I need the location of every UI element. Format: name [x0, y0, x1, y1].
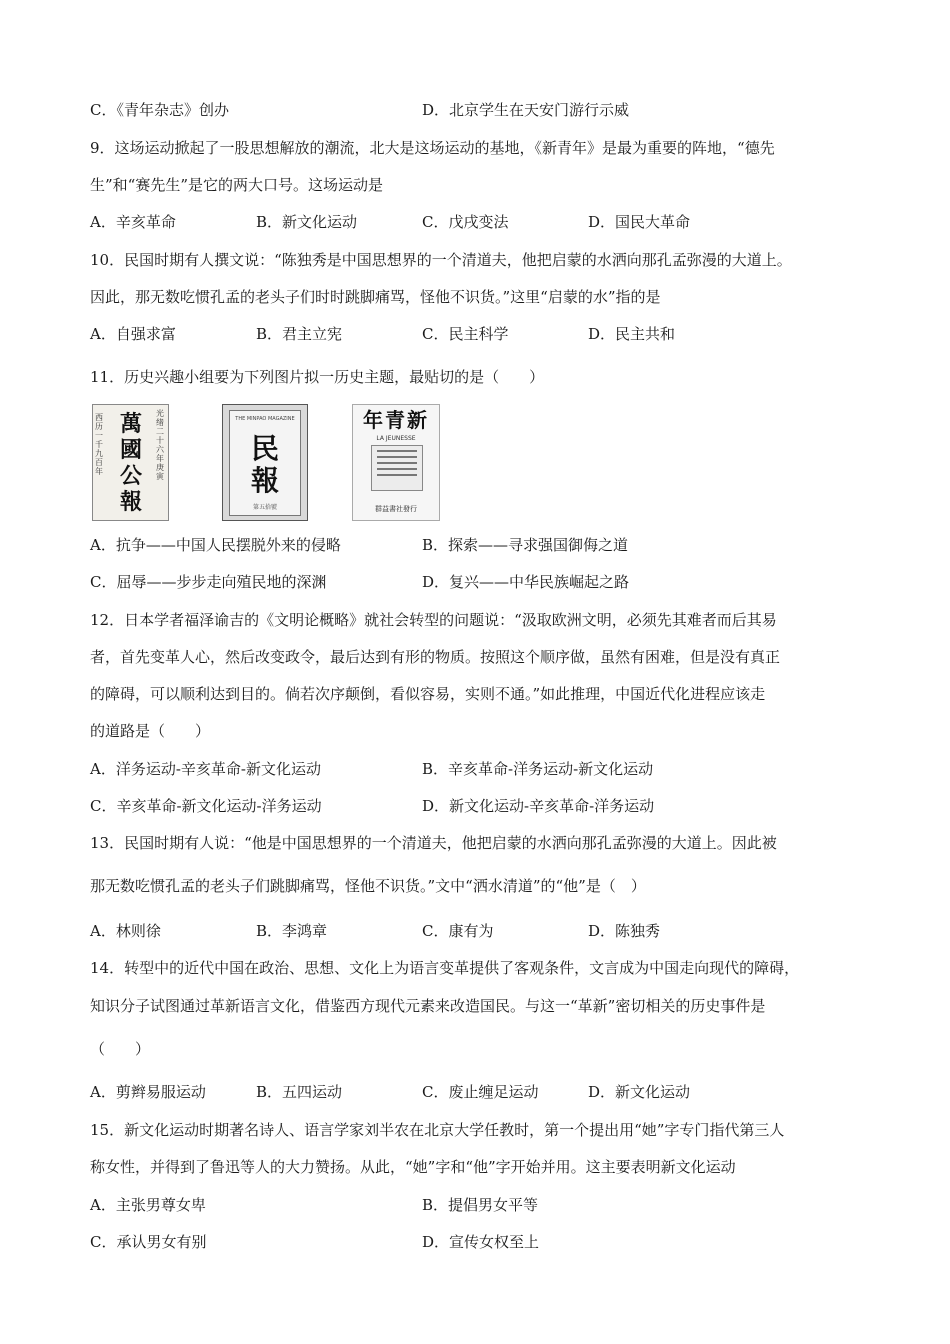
q11-option-b: B．探索——寻求强国御侮之道	[422, 536, 629, 554]
q14-option-a: A．剪辫易服运动	[90, 1083, 206, 1101]
q11-option-c: C．屈辱——步步走向殖民地的深渊	[90, 573, 327, 591]
q11-option-a: A．抗争——中国人民摆脱外来的侵略	[90, 536, 341, 554]
q10-stem-line-1: 10．民国时期有人撰文说：“陈独秀是中国思想界的一个清道夫，他把启蒙的水洒向那孔孟弥漫的大道上。	[90, 251, 792, 269]
q15-stem-line-2: 称女性，并得到了鲁迅等人的大力赞扬。从此，“她”字和“他”字开始并用。这主要表明新文化运动	[90, 1158, 736, 1176]
q15-stem-line-1: 15．新文化运动时期著名诗人、语言学家刘半农在北京大学任教时，第一个提出用“她”字专门指代第三人	[90, 1121, 785, 1139]
q15-option-b: B．提倡男女平等	[422, 1196, 539, 1214]
img3-subtitle: LA JEUNESSE	[376, 435, 416, 442]
q12-option-c: C．辛亥革命-新文化运动-洋务运动	[90, 797, 322, 815]
min-bao-image	[222, 404, 308, 521]
img2-title-char-2: 報	[250, 464, 279, 497]
q13-option-d: D．陈独秀	[588, 922, 661, 940]
q9-option-c: C．戊戌变法	[422, 213, 509, 231]
img3-title: 年青新	[363, 408, 429, 432]
q14-option-c: C．废止缠足运动	[422, 1083, 539, 1101]
q10-option-a: A．自强求富	[90, 325, 176, 343]
q13-option-a: A．林则徐	[90, 922, 161, 940]
q13-stem-line-1: 13．民国时期有人说：“他是中国思想界的一个清道夫，他把启蒙的水洒向那孔孟弥漫的大道上。因此被	[90, 834, 777, 852]
q12-option-b: B．辛亥革命-洋务运动-新文化运动	[422, 760, 654, 778]
q8-option-d: D．北京学生在天安门游行示威	[422, 101, 630, 119]
img1-title-char-2: 國	[119, 437, 142, 463]
q10-stem-line-2: 因此，那无数吃惯孔孟的老头子们时时跳脚痛骂，怪他不识货。”这里“启蒙的水”指的是	[90, 288, 661, 306]
q12-stem-line-1: 12．日本学者福泽谕吉的《文明论概略》就社会转型的问题说：“汲取欧洲文明，必须先其难者而后其易	[90, 611, 777, 629]
q14-stem-line-2: 知识分子试图通过革新语言文化，借鉴西方现代元素来改造国民。与这一“革新”密切相关的历史事件是	[90, 997, 766, 1015]
q15-option-c: C．承认男女有别	[90, 1233, 207, 1251]
q9-stem-line-2: 生”和“赛先生”是它的两大口号。这场运动是	[90, 176, 384, 194]
img1-title-char-1: 萬	[119, 411, 142, 437]
q14-option-d: D．新文化运动	[588, 1083, 691, 1101]
q10-option-d: D．民主共和	[588, 325, 676, 343]
q10-option-b: B．君主立宪	[256, 325, 343, 343]
q8-option-c: C．《青年杂志》创办	[90, 101, 229, 119]
q12-stem-line-4: 的道路是（ ）	[90, 722, 211, 740]
img2-top-text: THE MINPAO MAGAZINE	[235, 416, 295, 422]
wanguo-gongbao-image	[92, 404, 169, 521]
q14-option-b: B．五四运动	[256, 1083, 343, 1101]
q11-option-d: D．复兴——中华民族崛起之路	[422, 573, 630, 591]
q9-stem-line-1: 9．这场运动掀起了一股思想解放的潮流，北大是这场运动的基地，《新青年》是最为重要的阵地，“德先	[90, 139, 775, 157]
q12-stem-line-3: 的障碍，可以顺利达到目的。倘若次序颠倒，看似容易，实则不通。”如此推理，中国近代化进程应该走	[90, 685, 766, 703]
q10-option-c: C．民主科学	[422, 325, 509, 343]
q9-option-b: B．新文化运动	[256, 213, 358, 231]
q15-option-d: D．宣传女权至上	[422, 1233, 540, 1251]
img2-bottom-text: 第五拾號	[252, 504, 277, 511]
q15-option-a: A．主张男尊女卑	[90, 1196, 206, 1214]
q13-stem-line-2: 那无数吃惯孔孟的老头子们跳脚痛骂，怪他不识货。”文中“洒水清道”的“他”是（ ）	[90, 877, 646, 895]
img1-side-left: 西历一千九百年	[95, 413, 103, 476]
q14-stem-line-3: （ ）	[90, 1040, 151, 1058]
q9-option-d: D．国民大革命	[588, 213, 691, 231]
img3-bottom-text: 群益書社發行	[375, 505, 417, 513]
img3-content-block	[371, 445, 423, 491]
q13-option-b: B．李鸿章	[256, 922, 328, 940]
img1-title-char-4: 報	[119, 489, 142, 515]
img2-title-char-1: 民	[250, 432, 279, 465]
q12-option-a: A．洋务运动-辛亥革命-新文化运动	[90, 760, 321, 778]
q14-stem-line-1: 14．转型中的近代中国在政治、思想、文化上为语言变革提供了客观条件，文言成为中国走向现代的障碍，	[90, 959, 800, 977]
xin-qingnian-image	[352, 404, 440, 521]
q13-option-c: C．康有为	[422, 922, 494, 940]
q12-option-d: D．新文化运动-辛亥革命-洋务运动	[422, 797, 655, 815]
q11-stem: 11．历史兴趣小组要为下列图片拟一历史主题，最贴切的是（ ）	[90, 368, 545, 386]
q12-stem-line-2: 者，首先变革人心，然后改变政令，最后达到有形的物质。按照这个顺序做，虽然有困难，但是没有真正	[90, 648, 781, 666]
q9-option-a: A．辛亥革命	[90, 213, 176, 231]
img1-title-char-3: 公	[119, 463, 142, 489]
img1-side-right: 光绪二十六年庚寅	[156, 409, 164, 481]
